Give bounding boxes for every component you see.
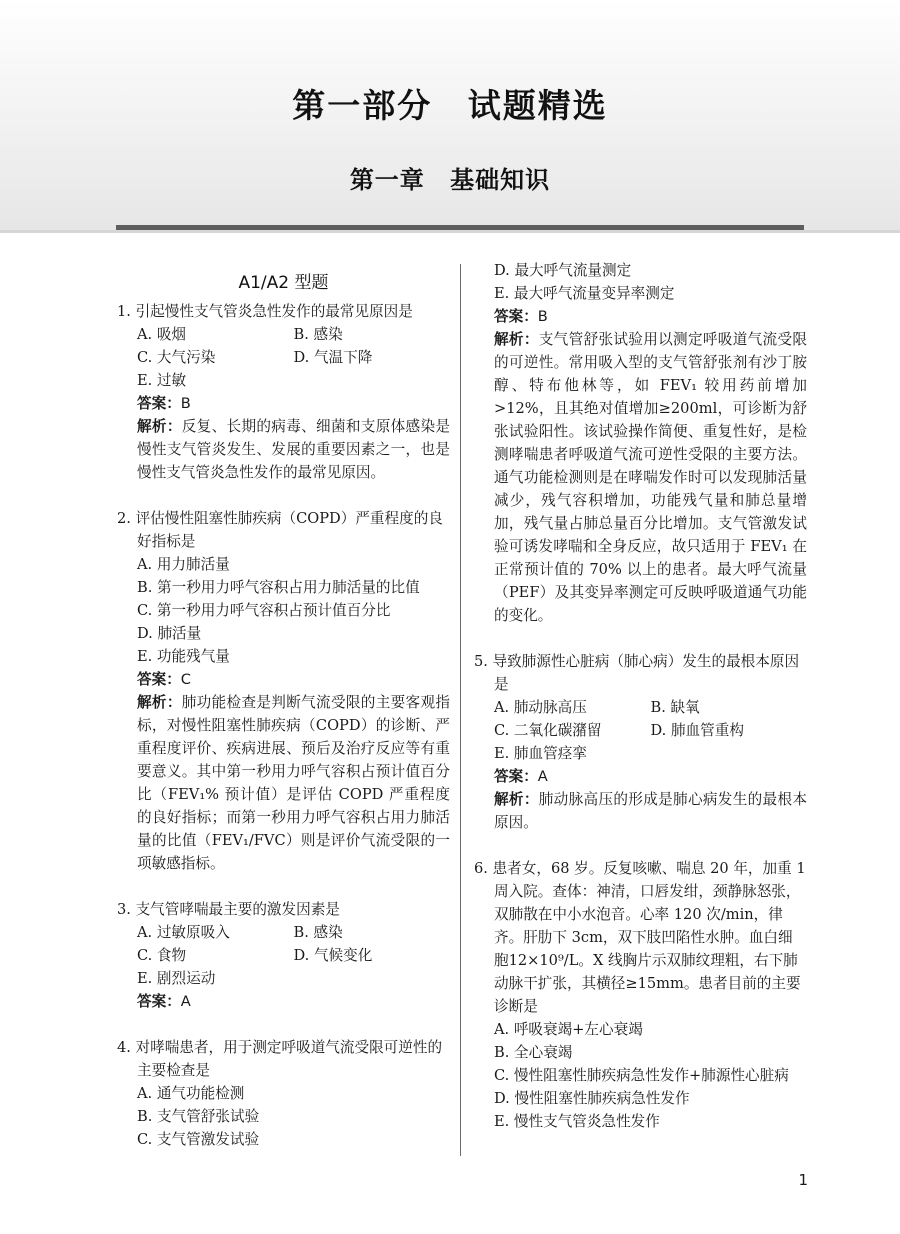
option-list (474, 259, 807, 305)
answer-value: B (180, 395, 191, 412)
option-b: B. 感染 (293, 924, 343, 941)
section-title: A1/A2 型题 (238, 273, 329, 293)
option-e: E. 剧烈运动 (137, 970, 216, 987)
option-list (117, 323, 450, 392)
question-stem: 6. 患者女，68 岁。反复咳嗽、喘息 20 年，加重 1 周入院。查体：神清，口唇发绀，颈静脉怒张，双肺散在中小水泡音。心率 120 次/min，律齐。肝肋下 3cm，双下肢凹陷性水肿。血白细胞12×10⁹/L。X 线胸片示双肺纹理粗，右下肺动脉干扩张，其横径≥15mm。患者目前的主要诊断是 (474, 860, 806, 1015)
analysis-text: 反复、长期的病毒、细菌和支原体感染是慢性支气管炎发生、发展的重要因素之一，也是慢性支气管炎急性发作的最常见原因。 (137, 418, 450, 481)
option-c: C. 食物 (137, 947, 187, 964)
answer-value: C (180, 671, 191, 688)
option-e: E. 过敏 (137, 372, 187, 389)
answer (117, 392, 450, 415)
option-list (117, 1082, 450, 1151)
header-rule-line (0, 230, 900, 233)
analysis-label: 解析： (137, 418, 182, 435)
option-e: E. 最大呼气流量变异率测定 (494, 285, 675, 302)
option-d: D. 慢性阻塞性肺疾病急性发作 (494, 1090, 690, 1107)
analysis-text: 肺动脉高压的形成是肺心病发生的最根本原因。 (494, 791, 807, 831)
option-a: A. 吸烟 (137, 326, 187, 343)
option-list (474, 1018, 807, 1133)
header-rule-bar (116, 225, 804, 230)
answer (117, 668, 450, 691)
analysis (117, 415, 450, 484)
answer-value: A (537, 768, 548, 785)
question-stem: 2. 评估慢性阻塞性肺疾病（COPD）严重程度的良好指标是 (117, 510, 443, 550)
option-list (117, 921, 450, 990)
answer (474, 765, 807, 788)
option-b: B. 第一秒用力呼气容积占用力肺活量的比值 (137, 579, 420, 596)
option-d: D. 最大呼气流量测定 (494, 262, 632, 279)
option-d: D. 气温下降 (293, 349, 373, 366)
question-stem: 5. 导致肺源性心脏病（肺心病）发生的最根本原因是 (474, 653, 800, 693)
option-a: A. 肺动脉高压 (494, 699, 587, 716)
option-a: A. 过敏原吸入 (137, 924, 230, 941)
chapter-title: 第一章 基础知识 (349, 166, 551, 194)
analysis (474, 788, 807, 834)
option-c: C. 第一秒用力呼气容积占预计值百分比 (137, 602, 391, 619)
question-5 (474, 650, 807, 834)
question-4 (117, 1036, 450, 1151)
answer (474, 305, 807, 328)
analysis-text: 肺功能检查是判断气流受限的主要客观指标，对慢性阻塞性肺疾病（COPD）的诊断、严重程度评价、疾病进展、预后及治疗反应等有重要意义。其中第一秒用力呼气容积占预计值百分比（FEV₁% 预计值）是评估 COPD 严重程度的良好指标；而第一秒用力呼气容积占用力肺活量的比值（FEV₁/FVC）则是评价气流受限的一项敏感指标。 (137, 694, 450, 872)
column-divider (460, 264, 461, 1156)
question-3 (117, 898, 450, 1013)
analysis (474, 328, 807, 627)
option-b: B. 全心衰竭 (494, 1044, 573, 1061)
answer-label: 答案： (494, 308, 538, 325)
answer-label: 答案： (137, 671, 181, 688)
option-e: E. 功能残气量 (137, 648, 230, 665)
option-e: E. 肺血管痉挛 (494, 745, 587, 762)
option-c: C. 二氧化碳潴留 (494, 722, 602, 739)
page-number: 1 (798, 1171, 808, 1189)
option-c: C. 慢性阻塞性肺疾病急性发作+肺源性心脏病 (494, 1067, 789, 1084)
answer (117, 990, 450, 1013)
option-b: B. 缺氧 (650, 699, 700, 716)
question-6 (474, 857, 807, 1133)
option-d: D. 气候变化 (293, 947, 373, 964)
option-e: E. 慢性支气管炎急性发作 (494, 1113, 660, 1130)
right-column (474, 259, 807, 1133)
option-a: A. 呼吸衰竭+左心衰竭 (494, 1021, 643, 1038)
analysis (117, 691, 450, 875)
answer-label: 答案： (137, 993, 181, 1010)
left-column (117, 273, 450, 1151)
answer-value: B (537, 308, 548, 325)
option-c: C. 大气污染 (137, 349, 216, 366)
answer-value: A (180, 993, 191, 1010)
answer-label: 答案： (137, 395, 181, 412)
answer-label: 答案： (494, 768, 538, 785)
option-a: A. 通气功能检测 (137, 1085, 245, 1102)
analysis-text: 支气管舒张试验用以测定呼吸道气流受限的可逆性。常用吸入型的支气管舒张剂有沙丁胺醇、特布他林等，如 FEV₁ 较用药前增加>12%，且其绝对值增加≥200ml，可诊断为舒张试验阳性。该试验操作简便、重复性好，是检测哮喘患者呼吸道气流可逆性受限的主要方法。通气功能检测则是在哮喘发作时可以发现肺活量减少，残气容积增加，功能残气量和肺总量增加，残气量占肺总量百分比增加。支气管激发试验可诱发哮喘和全身反应，故只适用于 FEV₁ 在正常预计值的 70% 以上的患者。最大呼气流量（PEF）及其变异率测定可反映呼吸道通气功能的变化。 (494, 331, 807, 624)
option-b: B. 感染 (293, 326, 343, 343)
option-list (117, 553, 450, 668)
option-b: B. 支气管舒张试验 (137, 1108, 260, 1125)
question-4-continued (474, 259, 807, 627)
analysis-label: 解析： (494, 331, 539, 348)
option-a: A. 用力肺活量 (137, 556, 230, 573)
question-stem: 1. 引起慢性支气管炎急性发作的最常见原因是 (117, 303, 413, 320)
analysis-label: 解析： (494, 791, 539, 808)
question-stem: 4. 对哮喘患者，用于测定呼吸道气流受限可逆性的主要检查是 (117, 1039, 443, 1079)
analysis-label: 解析： (137, 694, 182, 711)
option-d: D. 肺血管重构 (650, 722, 744, 739)
question-2 (117, 507, 450, 875)
option-d: D. 肺活量 (137, 625, 202, 642)
option-c: C. 支气管激发试验 (137, 1131, 260, 1148)
question-1 (117, 300, 450, 484)
question-stem: 3. 支气管哮喘最主要的激发因素是 (117, 901, 340, 918)
part-title: 第一部分 试题精选 (292, 86, 608, 125)
option-list (474, 696, 807, 765)
